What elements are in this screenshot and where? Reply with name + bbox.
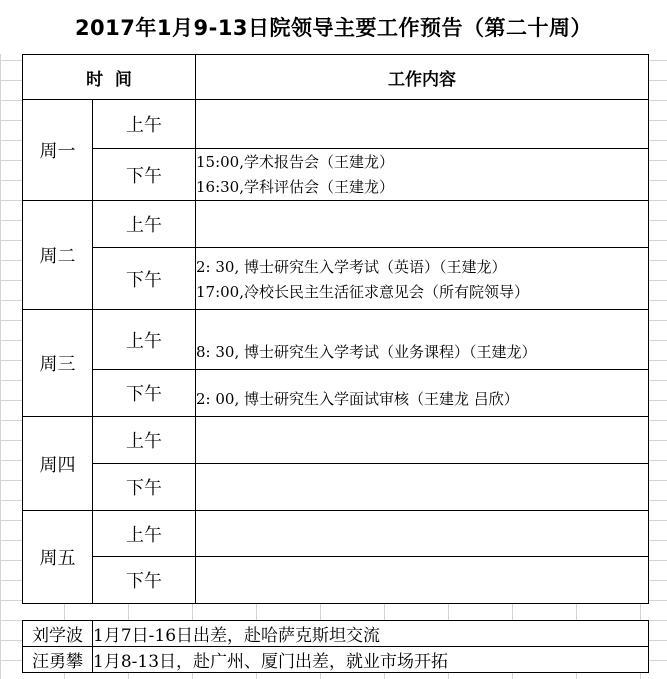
day-cell: 周二 (23, 201, 93, 310)
content-cell (196, 511, 649, 557)
content-cell (196, 417, 649, 464)
period-cell: 下午 (93, 149, 196, 201)
travel-notes-table (22, 620, 649, 673)
person-name: 汪勇攀 (23, 647, 93, 673)
table-row (23, 149, 649, 201)
schedule-entry: 2: 00, 博士研究生入学面试审核（王建龙 吕欣） (196, 390, 519, 408)
schedule-table (22, 54, 649, 604)
note-row (23, 647, 649, 673)
day-cell: 周一 (23, 100, 93, 201)
table-row (23, 464, 649, 511)
schedule-entry: 15:00,学术报告会（王建龙） (196, 152, 394, 171)
content-cell (196, 370, 649, 417)
table-row (23, 100, 649, 149)
header-row (23, 55, 649, 100)
person-name: 刘学波 (23, 621, 93, 647)
day-cell: 周五 (23, 511, 93, 604)
content-cell (196, 100, 649, 149)
schedule-entry: 17:00,冷校长民主生活征求意见会（所有院领导） (196, 283, 529, 301)
period-cell: 下午 (93, 464, 196, 511)
content-cell (196, 149, 649, 201)
content-cell (196, 248, 649, 310)
table-row (23, 201, 649, 248)
period-cell: 上午 (93, 417, 196, 464)
table-row (23, 511, 649, 557)
schedule-entry: 8: 30, 博士研究生入学考试（业务课程）（王建龙） (196, 343, 537, 361)
content-cell (196, 464, 649, 511)
table-row (23, 417, 649, 464)
table-row (23, 248, 649, 310)
period-cell: 上午 (93, 100, 196, 149)
table-row (23, 310, 649, 370)
content-cell (196, 310, 649, 370)
period-cell: 上午 (93, 201, 196, 248)
note-row (23, 621, 649, 647)
note-text: 1月7日-16日出差，赴哈萨克斯坦交流 (93, 621, 649, 647)
table-row (23, 557, 649, 604)
period-cell: 上午 (93, 511, 196, 557)
note-text: 1月8-13日，赴广州、厦门出差，就业市场开拓 (93, 647, 649, 673)
schedule-entry: 16:30,学科评估会（王建龙） (196, 177, 394, 196)
day-cell: 周三 (23, 310, 93, 417)
table-row (23, 370, 649, 417)
content-cell (196, 201, 649, 248)
time-header: 时 间 (23, 55, 196, 100)
page-title: 2017年1月9-13日院领导主要工作预告（第二十周） (0, 0, 667, 54)
period-cell: 上午 (93, 310, 196, 370)
period-cell: 下午 (93, 557, 196, 604)
day-cell: 周四 (23, 417, 93, 511)
period-cell: 下午 (93, 248, 196, 310)
period-cell: 下午 (93, 370, 196, 417)
content-cell (196, 557, 649, 604)
content-header: 工作内容 (196, 55, 649, 100)
schedule-entry: 2: 30, 博士研究生入学考试（英语）（王建龙） (196, 258, 507, 276)
